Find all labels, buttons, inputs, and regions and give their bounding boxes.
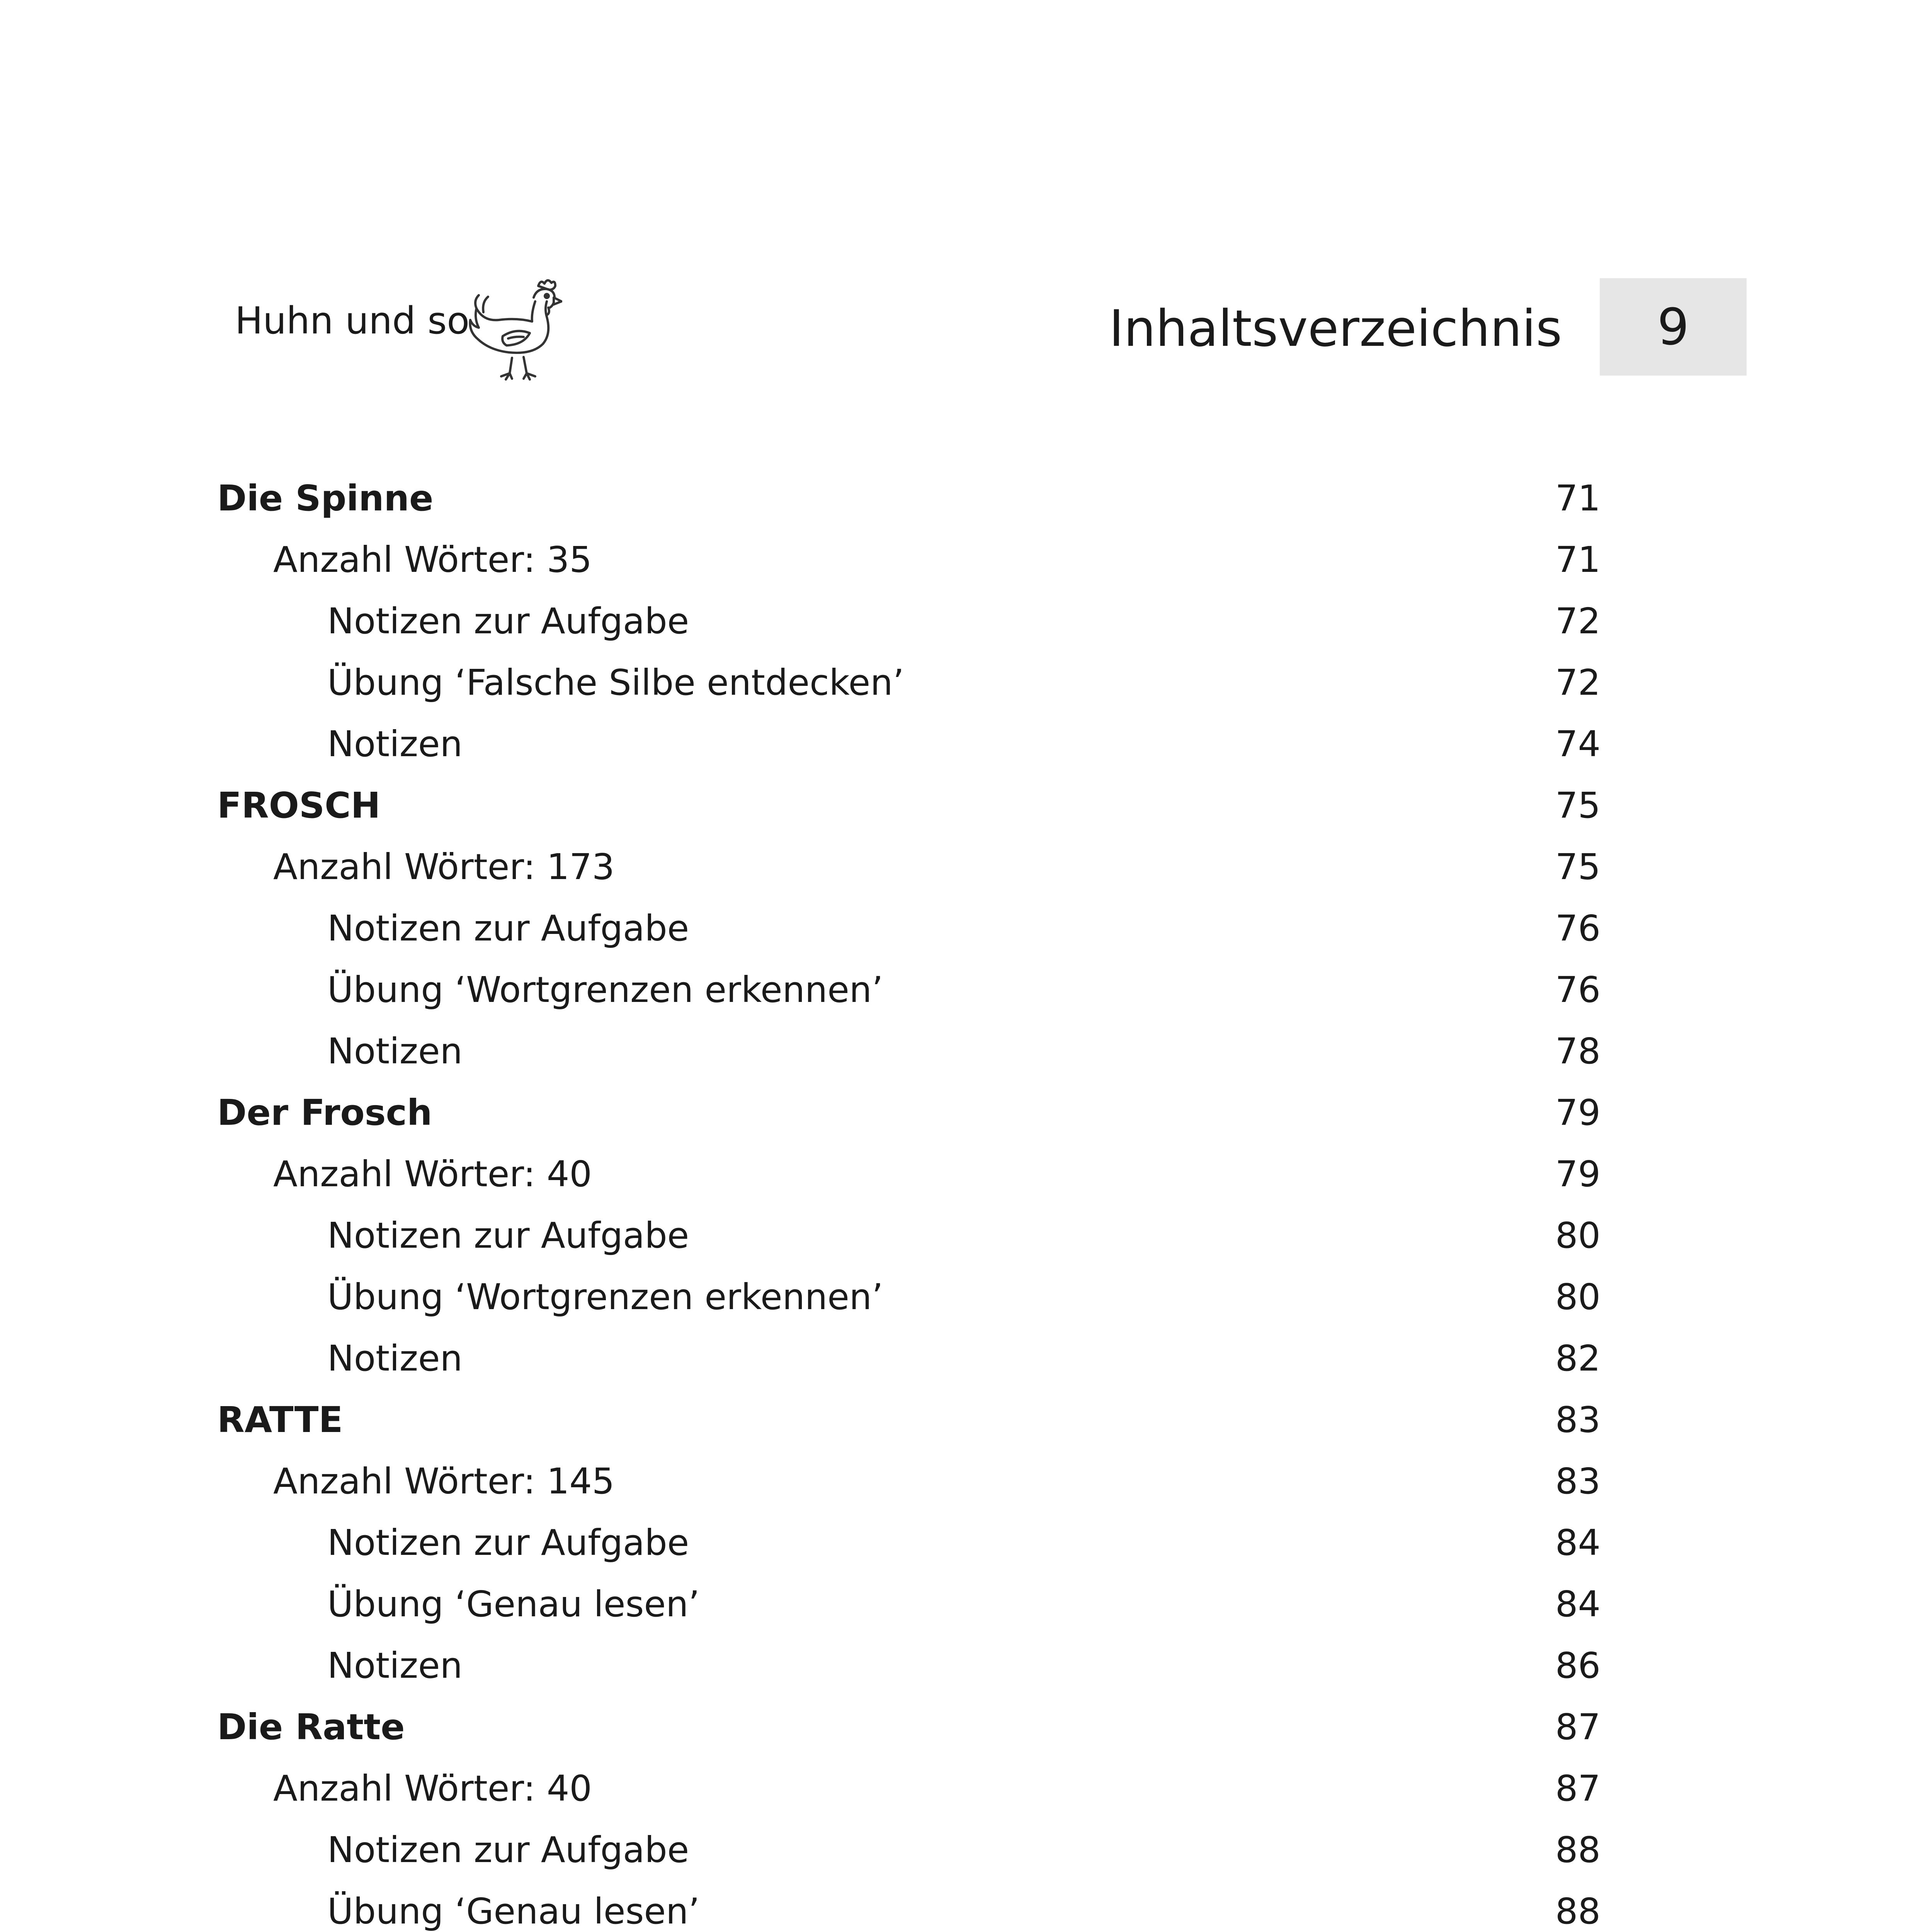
toc-subsection-entry — [217, 1635, 1601, 1696]
toc-entry-page-number: 86 — [1555, 1645, 1601, 1686]
toc-subsection-entry — [217, 1512, 1601, 1573]
toc-subsection-entry — [217, 1205, 1601, 1266]
toc-entry-title: Anzahl Wörter: 40 — [273, 1768, 592, 1809]
toc-section-entry — [217, 1451, 1601, 1512]
series-title: Huhn und so — [235, 299, 470, 342]
toc-entry-page-number: 80 — [1555, 1276, 1601, 1318]
toc-entry-page-number: 83 — [1555, 1399, 1601, 1440]
page-header — [0, 0, 1917, 386]
toc-entry-title: Notizen zur Aufgabe — [327, 908, 689, 949]
toc-entry-page-number: 79 — [1555, 1092, 1601, 1133]
toc-entry-page-number: 71 — [1555, 478, 1601, 519]
toc-entry-page-number: 75 — [1555, 785, 1601, 826]
toc-entry-title: Übung ‘Wortgrenzen erkennen’ — [327, 1276, 883, 1318]
toc-subsection-entry — [217, 1881, 1601, 1932]
toc-subsection-entry — [217, 590, 1601, 652]
toc-entry-title: Notizen zur Aufgabe — [327, 1215, 689, 1256]
toc-entry-title: Notizen — [327, 723, 463, 765]
toc-entry-page-number: 82 — [1555, 1338, 1601, 1379]
toc-entry-page-number: 83 — [1555, 1461, 1601, 1502]
toc-entry-page-number: 78 — [1555, 1031, 1601, 1072]
toc-section-entry — [217, 1758, 1601, 1819]
toc-entry-title: Anzahl Wörter: 40 — [273, 1153, 592, 1195]
toc-entry-page-number: 84 — [1555, 1522, 1601, 1563]
toc-chapter-entry — [217, 775, 1601, 836]
toc-entry-title: Notizen — [327, 1031, 463, 1072]
toc-entry-title: Anzahl Wörter: 145 — [273, 1461, 615, 1502]
toc-entry-title: Übung ‘Wortgrenzen erkennen’ — [327, 969, 883, 1010]
toc-entry-page-number: 80 — [1555, 1215, 1601, 1256]
toc-chapter-entry — [217, 1082, 1601, 1143]
toc-entry-title: Der Frosch — [217, 1092, 432, 1133]
toc-section-entry — [217, 836, 1601, 898]
page-number: 9 — [1600, 278, 1747, 376]
page-heading: Inhaltsverzeichnis — [1109, 299, 1562, 358]
chicken-icon — [466, 270, 562, 383]
toc-entry-page-number: 72 — [1555, 600, 1601, 642]
toc-entry-title: FROSCH — [217, 785, 381, 826]
toc-subsection-entry — [217, 713, 1601, 775]
toc-subsection-entry — [217, 1573, 1601, 1635]
toc-entry-page-number: 72 — [1555, 662, 1601, 703]
toc-subsection-entry — [217, 652, 1601, 713]
table-of-contents — [217, 468, 1601, 1932]
toc-entry-page-number: 87 — [1555, 1706, 1601, 1748]
toc-entry-title: Notizen zur Aufgabe — [327, 600, 689, 642]
toc-entry-title: Notizen — [327, 1645, 463, 1686]
toc-entry-page-number: 87 — [1555, 1768, 1601, 1809]
toc-entry-page-number: 84 — [1555, 1583, 1601, 1625]
toc-entry-page-number: 88 — [1555, 1829, 1601, 1871]
toc-entry-page-number: 76 — [1555, 969, 1601, 1010]
toc-chapter-entry — [217, 468, 1601, 529]
toc-entry-title: Die Ratte — [217, 1706, 405, 1748]
toc-subsection-entry — [217, 1328, 1601, 1389]
toc-entry-title: Notizen — [327, 1338, 463, 1379]
toc-entry-title: Übung ‘Genau lesen’ — [327, 1891, 700, 1932]
toc-chapter-entry — [217, 1389, 1601, 1451]
toc-section-entry — [217, 529, 1601, 590]
toc-entry-page-number: 75 — [1555, 846, 1601, 888]
toc-subsection-entry — [217, 1819, 1601, 1881]
toc-entry-title: Notizen zur Aufgabe — [327, 1522, 689, 1563]
toc-entry-title: Übung ‘Falsche Silbe entdecken’ — [327, 662, 904, 703]
toc-subsection-entry — [217, 898, 1601, 959]
toc-entry-page-number: 76 — [1555, 908, 1601, 949]
toc-entry-page-number: 88 — [1555, 1891, 1601, 1932]
toc-subsection-entry — [217, 1266, 1601, 1328]
toc-entry-page-number: 79 — [1555, 1153, 1601, 1195]
toc-entry-title: Die Spinne — [217, 478, 434, 519]
toc-entry-page-number: 74 — [1555, 723, 1601, 765]
toc-entry-title: RATTE — [217, 1399, 343, 1440]
toc-entry-title: Übung ‘Genau lesen’ — [327, 1583, 700, 1625]
toc-section-entry — [217, 1143, 1601, 1205]
toc-subsection-entry — [217, 959, 1601, 1020]
toc-entry-title: Anzahl Wörter: 173 — [273, 846, 615, 888]
toc-entry-title: Notizen zur Aufgabe — [327, 1829, 689, 1871]
toc-entry-title: Anzahl Wörter: 35 — [273, 539, 592, 580]
toc-subsection-entry — [217, 1020, 1601, 1082]
toc-entry-page-number: 71 — [1555, 539, 1601, 580]
toc-chapter-entry — [217, 1696, 1601, 1758]
